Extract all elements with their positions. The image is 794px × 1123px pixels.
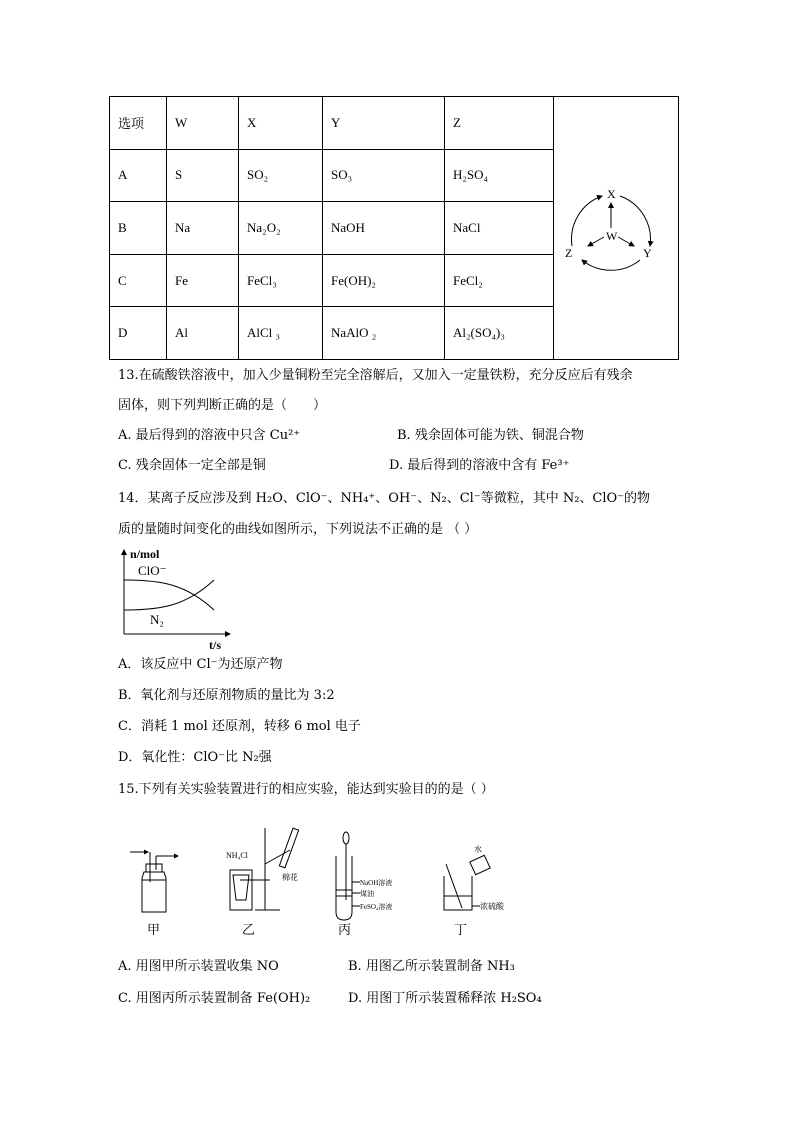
q14-option-d: D．氧化性：ClO⁻比 N₂强 [118, 750, 272, 765]
y-axis-label: n/mol [130, 547, 160, 561]
q14-stem-line1: 14．某离子反应涉及到 H₂O、ClO⁻、NH₄⁺、OH⁻、N₂、Cl⁻等微粒，其中 N₂、ClO⁻的物 [118, 491, 651, 506]
label-cotton: 棉花 [282, 873, 298, 882]
arc-y-to-z [582, 260, 640, 270]
label-water: 水 [474, 845, 482, 854]
cell-y: NaAlO ₂ [323, 307, 445, 360]
label-yi: 乙 [242, 922, 256, 937]
label-feso4-solution: FeSO₄溶液 [360, 903, 393, 911]
q13-stem-line1: 13.在硫酸铁溶液中，加入少量铜粉至完全溶解后，又加入一定量铁粉，充分反应后有残余 [118, 368, 633, 383]
q14-option-b: B．氧化剂与还原剂物质的量比为 3:2 [118, 688, 335, 703]
node-z: Z [565, 246, 573, 260]
x-axis-label: t/s [209, 638, 221, 652]
cell-option: A [110, 149, 167, 202]
cell-w: Fe [167, 254, 239, 307]
options-table [109, 96, 679, 360]
cell-option: B [110, 202, 167, 255]
q14-option-a: A．该反应中 Cl⁻为还原产物 [118, 657, 283, 672]
apparatus-yi [226, 828, 299, 937]
arrow-w-to-z [588, 237, 604, 246]
cell-y: SO₃ [323, 149, 445, 202]
q14-option-c: C．消耗 1 mol 还原剂，转移 6 mol 电子 [118, 719, 361, 734]
apparatus-bing [336, 832, 392, 937]
arrow-w-to-y [618, 237, 634, 246]
cell-z: H₂SO₄ [445, 149, 554, 202]
q13-option-c: C. 残余固体一定全部是铜 [118, 458, 266, 473]
label-kerosene: 煤油 [360, 890, 374, 898]
q15-option-c: C. 用图丙所示装置制备 Fe(OH)₂ [118, 991, 311, 1006]
q13-stem-line2: 固体，则下列判断正确的是（ ） [118, 398, 327, 413]
q15-option-b: B. 用图乙所示装置制备 NH₃ [348, 959, 515, 974]
cell-z: Al₂(SO₄)₃ [445, 307, 554, 360]
header-cell: Y [323, 97, 445, 150]
label-ding: 丁 [454, 922, 468, 937]
label-naoh-solution: NaOH溶液 [360, 879, 393, 887]
cell-w: Na [167, 202, 239, 255]
cell-option: D [110, 307, 167, 360]
table-header-row [110, 97, 679, 150]
header-cell: X [239, 97, 323, 150]
clo-label: ClO⁻ [138, 563, 167, 578]
q14-stem-line2: 质的量随时间变化的曲线如图所示，下列说法不正确的是 （ ） [118, 522, 478, 537]
label-bing: 丙 [338, 922, 352, 937]
label-jia: 甲 [147, 922, 161, 937]
cell-w: S [167, 149, 239, 202]
q13-option-a: A. 最后得到的溶液中只含 Cu²⁺ [118, 428, 301, 443]
arc-z-to-x [572, 196, 602, 246]
q14-graph [116, 544, 240, 652]
cell-w: Al [167, 307, 239, 360]
node-y: Y [643, 246, 652, 260]
header-cell: W [167, 97, 239, 150]
cell-option: C [110, 254, 167, 307]
arc-x-to-y [620, 196, 650, 246]
label-conc-acid: 浓硫酸 [480, 902, 504, 911]
cycle-diagram [554, 97, 678, 355]
header-cell: Z [445, 97, 554, 150]
q13-option-d: D. 最后得到的溶液中含有 Fe³⁺ [389, 458, 570, 473]
cell-y: Fe(OH)₂ [323, 254, 445, 307]
cell-x: AlCl ₃ [239, 307, 323, 360]
cell-x: FeCl₃ [239, 254, 323, 307]
node-x: X [607, 187, 616, 201]
q15-stem: 15.下列有关实验装置进行的相应实验，能达到实验目的的是（ ） [118, 782, 494, 797]
header-cell: 选项 [110, 97, 167, 150]
apparatus-ding [444, 844, 505, 937]
node-w: W [606, 229, 618, 243]
cell-x: SO₂ [239, 149, 323, 202]
apparatus-jia [130, 852, 178, 937]
q15-option-d: D. 用图丁所示装置稀释浓 H₂SO₄ [348, 991, 542, 1006]
q15-apparatus-figure [120, 820, 520, 944]
q15-option-a: A. 用图甲所示装置收集 NO [118, 959, 279, 974]
cell-x: Na₂O₂ [239, 202, 323, 255]
cycle-diagram-cell [554, 97, 679, 360]
q13-option-b: B. 残余固体可能为铁、铜混合物 [397, 428, 584, 443]
cell-z: NaCl [445, 202, 554, 255]
n2-label: N₂ [150, 612, 164, 627]
label-nh4cl: NH₄Cl [226, 851, 248, 860]
cell-y: NaOH [323, 202, 445, 255]
cell-z: FeCl₂ [445, 254, 554, 307]
